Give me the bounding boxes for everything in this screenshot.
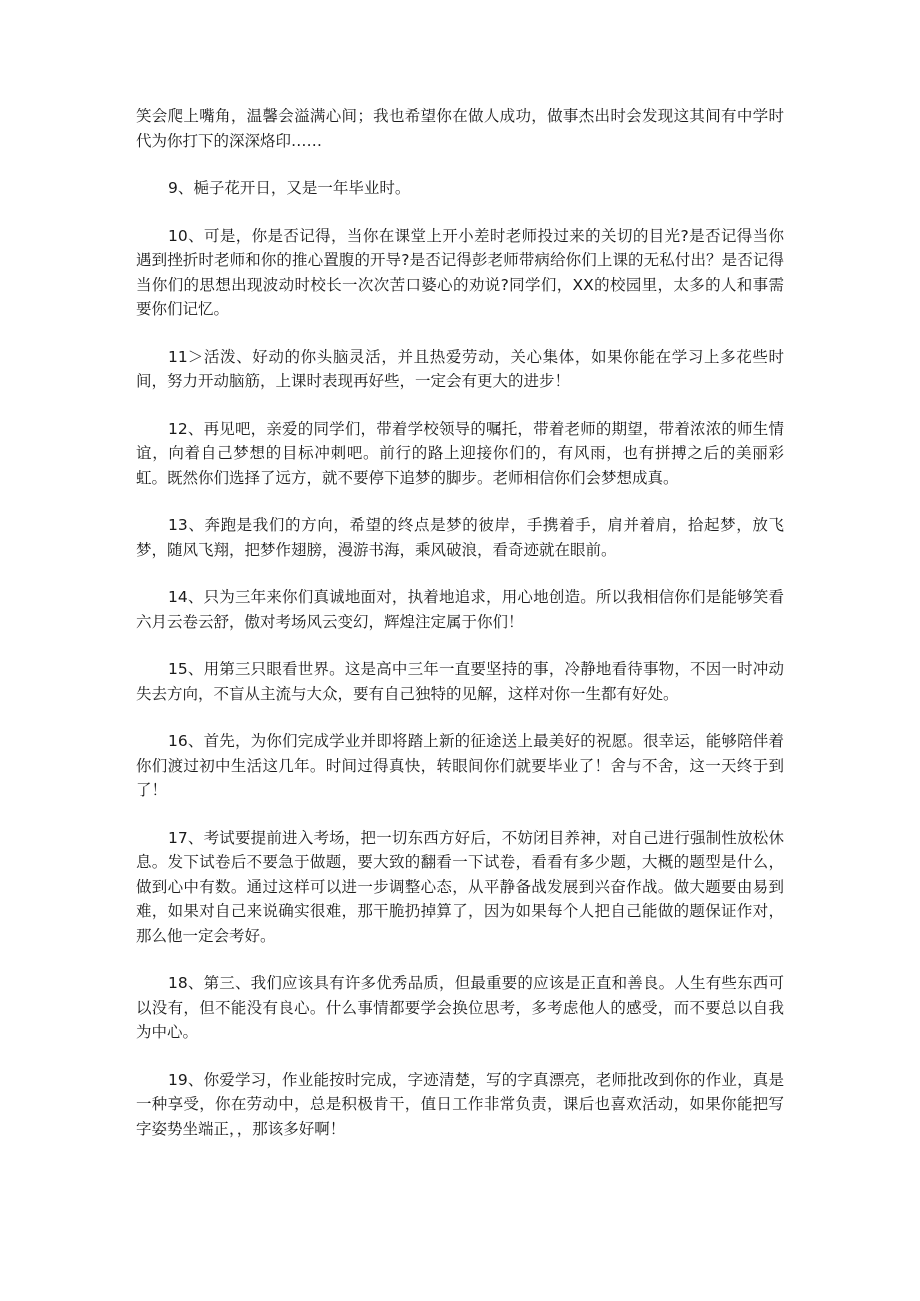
paragraph-18: 18、第三、我们应该具有许多优秀品质，但最重要的应该是正直和善良。人生有些东西可以没有，但不能没有良心。什么事情都要学会换位思考，多考虑他人的感受，而不要总以自我为中心。 [136,974,784,1041]
paragraph-10: 10、可是，你是否记得，当你在课堂上开小差时老师投过来的关切的目光?是否记得当你遇到挫折时老师和你的推心置腹的开导?是否记得彭老师带病给你们上课的无私付出？是否记得当你们的思想出现波动时校长一次次苦口婆心的劝说?同学们，XX的校园里，太多的人和事需要你们记忆。 [136,226,784,318]
paragraph-13: 13、奔跑是我们的方向，希望的终点是梦的彼岸，手携着手，肩并着肩，拾起梦，放飞梦，随风飞翔，把梦作翅膀，漫游书海，乘风破浪，看奇迹就在眼前。 [136,516,784,559]
paragraph-19: 19、你爱学习，作业能按时完成，字迹清楚，写的字真漂亮，老师批改到你的作业，真是一种享受，你在劳动中，总是积极肯干，值日工作非常负责，课后也喜欢活动，如果你能把写字姿势坐端正，，那该多好啊！ [136,1070,784,1138]
paragraph-14: 14、只为三年来你们真诚地面对，执着地追求，用心地创造。所以我相信你们是能够笑看六月云卷云舒，傲对考场风云变幻，辉煌注定属于你们！ [136,588,784,631]
paragraph-12: 12、再见吧，亲爱的同学们，带着学校领导的嘱托，带着老师的期望，带着浓浓的师生情谊，向着自己梦想的目标冲刺吧。前行的路上迎接你们的，有风雨，也有拼搏之后的美丽彩虹。既然你们选择了远方，就不要停下追梦的脚步。老师相信你们会梦想成真。 [136,419,784,487]
document-page [136,104,784,1164]
paragraph-17: 17、考试要提前进入考场，把一切东西方好后，不妨闭目养神，对自己进行强制性放松休息。发下试卷后不要急于做题，要大致的翻看一下试卷，看看有多少题，大概的题型是什么，做到心中有数。通过这样可以进一步调整心态，从平静备战发展到兴奋作战。做大题要由易到难，如果对自己来说确实很难，那干脆扔掉算了，因为如果每个人把自己能做的题保证作对，那么他一定会考好。 [136,828,784,945]
paragraph-9: 9、梔子花开日，又是一年毕业时。 [168,179,411,197]
paragraph-15: 15、用第三只眼看世界。这是高中三年一直要坚持的事，冷静地看待事物，不因一时冲动失去方向，不盲从主流与大众，要有自己独特的见解，这样对你一生都有好处。 [136,660,784,703]
paragraph-16: 16、首先，为你们完成学业并即将踏上新的征途送上最美好的祝愿。很幸运，能够陪伴着你们渡过初中生活这几年。时间过得真快，转眼间你们就要毕业了！舍与不舍，这一天终于到了！ [136,732,784,799]
paragraph-11: 11＞活泼、好动的你头脑灵活，并且热爱劳动，关心集体，如果你能在学习上多花些时间，努力开动脑筋，上课时表现再好些，一定会有更大的进步！ [136,347,784,390]
paragraph-continuation: 笑会爬上嘴角，温馨会溢满心间；我也希望你在做人成功，做事杰出时会发现这其间有中学时代为你打下的深深烙印…… [136,107,784,150]
